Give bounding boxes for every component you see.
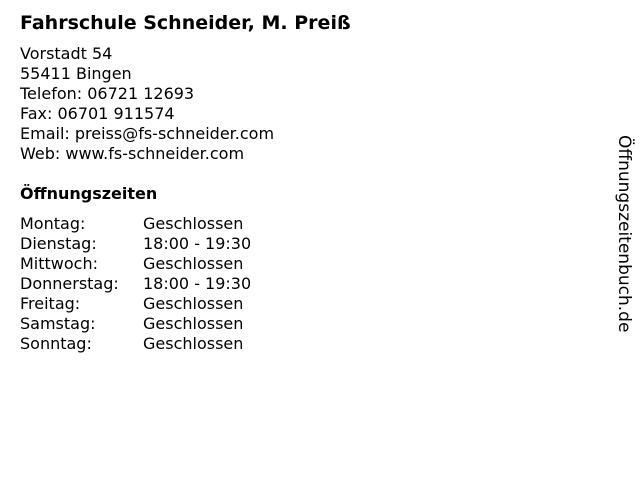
watermark-text: Öffnungszeitenbuch.de [614, 135, 634, 333]
city-address: 55411 Bingen [20, 64, 132, 83]
day-label: Montag: [20, 214, 86, 233]
site-watermark [611, 135, 637, 365]
day-label: Samstag: [20, 314, 96, 333]
business-name: Fahrschule Schneider, M. Preiß [20, 12, 351, 34]
day-label: Freitag: [20, 294, 81, 313]
hours-value: Geschlossen [143, 214, 244, 233]
contact-block [20, 44, 274, 164]
hours-value: 18:00 - 19:30 [143, 234, 252, 253]
fax-number: Fax: 06701 911574 [20, 104, 175, 123]
opening-hours-heading: Öffnungszeiten [20, 184, 158, 203]
hours-value: Geschlossen [143, 294, 244, 313]
day-label: Mittwoch: [20, 254, 98, 273]
day-label: Donnerstag: [20, 274, 119, 293]
day-label: Dienstag: [20, 234, 97, 253]
street-address: Vorstadt 54 [20, 44, 113, 63]
phone-number: Telefon: 06721 12693 [20, 84, 195, 103]
hours-value: Geschlossen [143, 254, 244, 273]
hours-value: Geschlossen [143, 314, 244, 333]
email-address: Email: preiss@fs-schneider.com [20, 124, 275, 143]
day-label: Sonntag: [20, 334, 92, 353]
website-address: Web: www.fs-schneider.com [20, 144, 245, 163]
hours-value: 18:00 - 19:30 [143, 274, 252, 293]
hours-value: Geschlossen [143, 334, 244, 353]
